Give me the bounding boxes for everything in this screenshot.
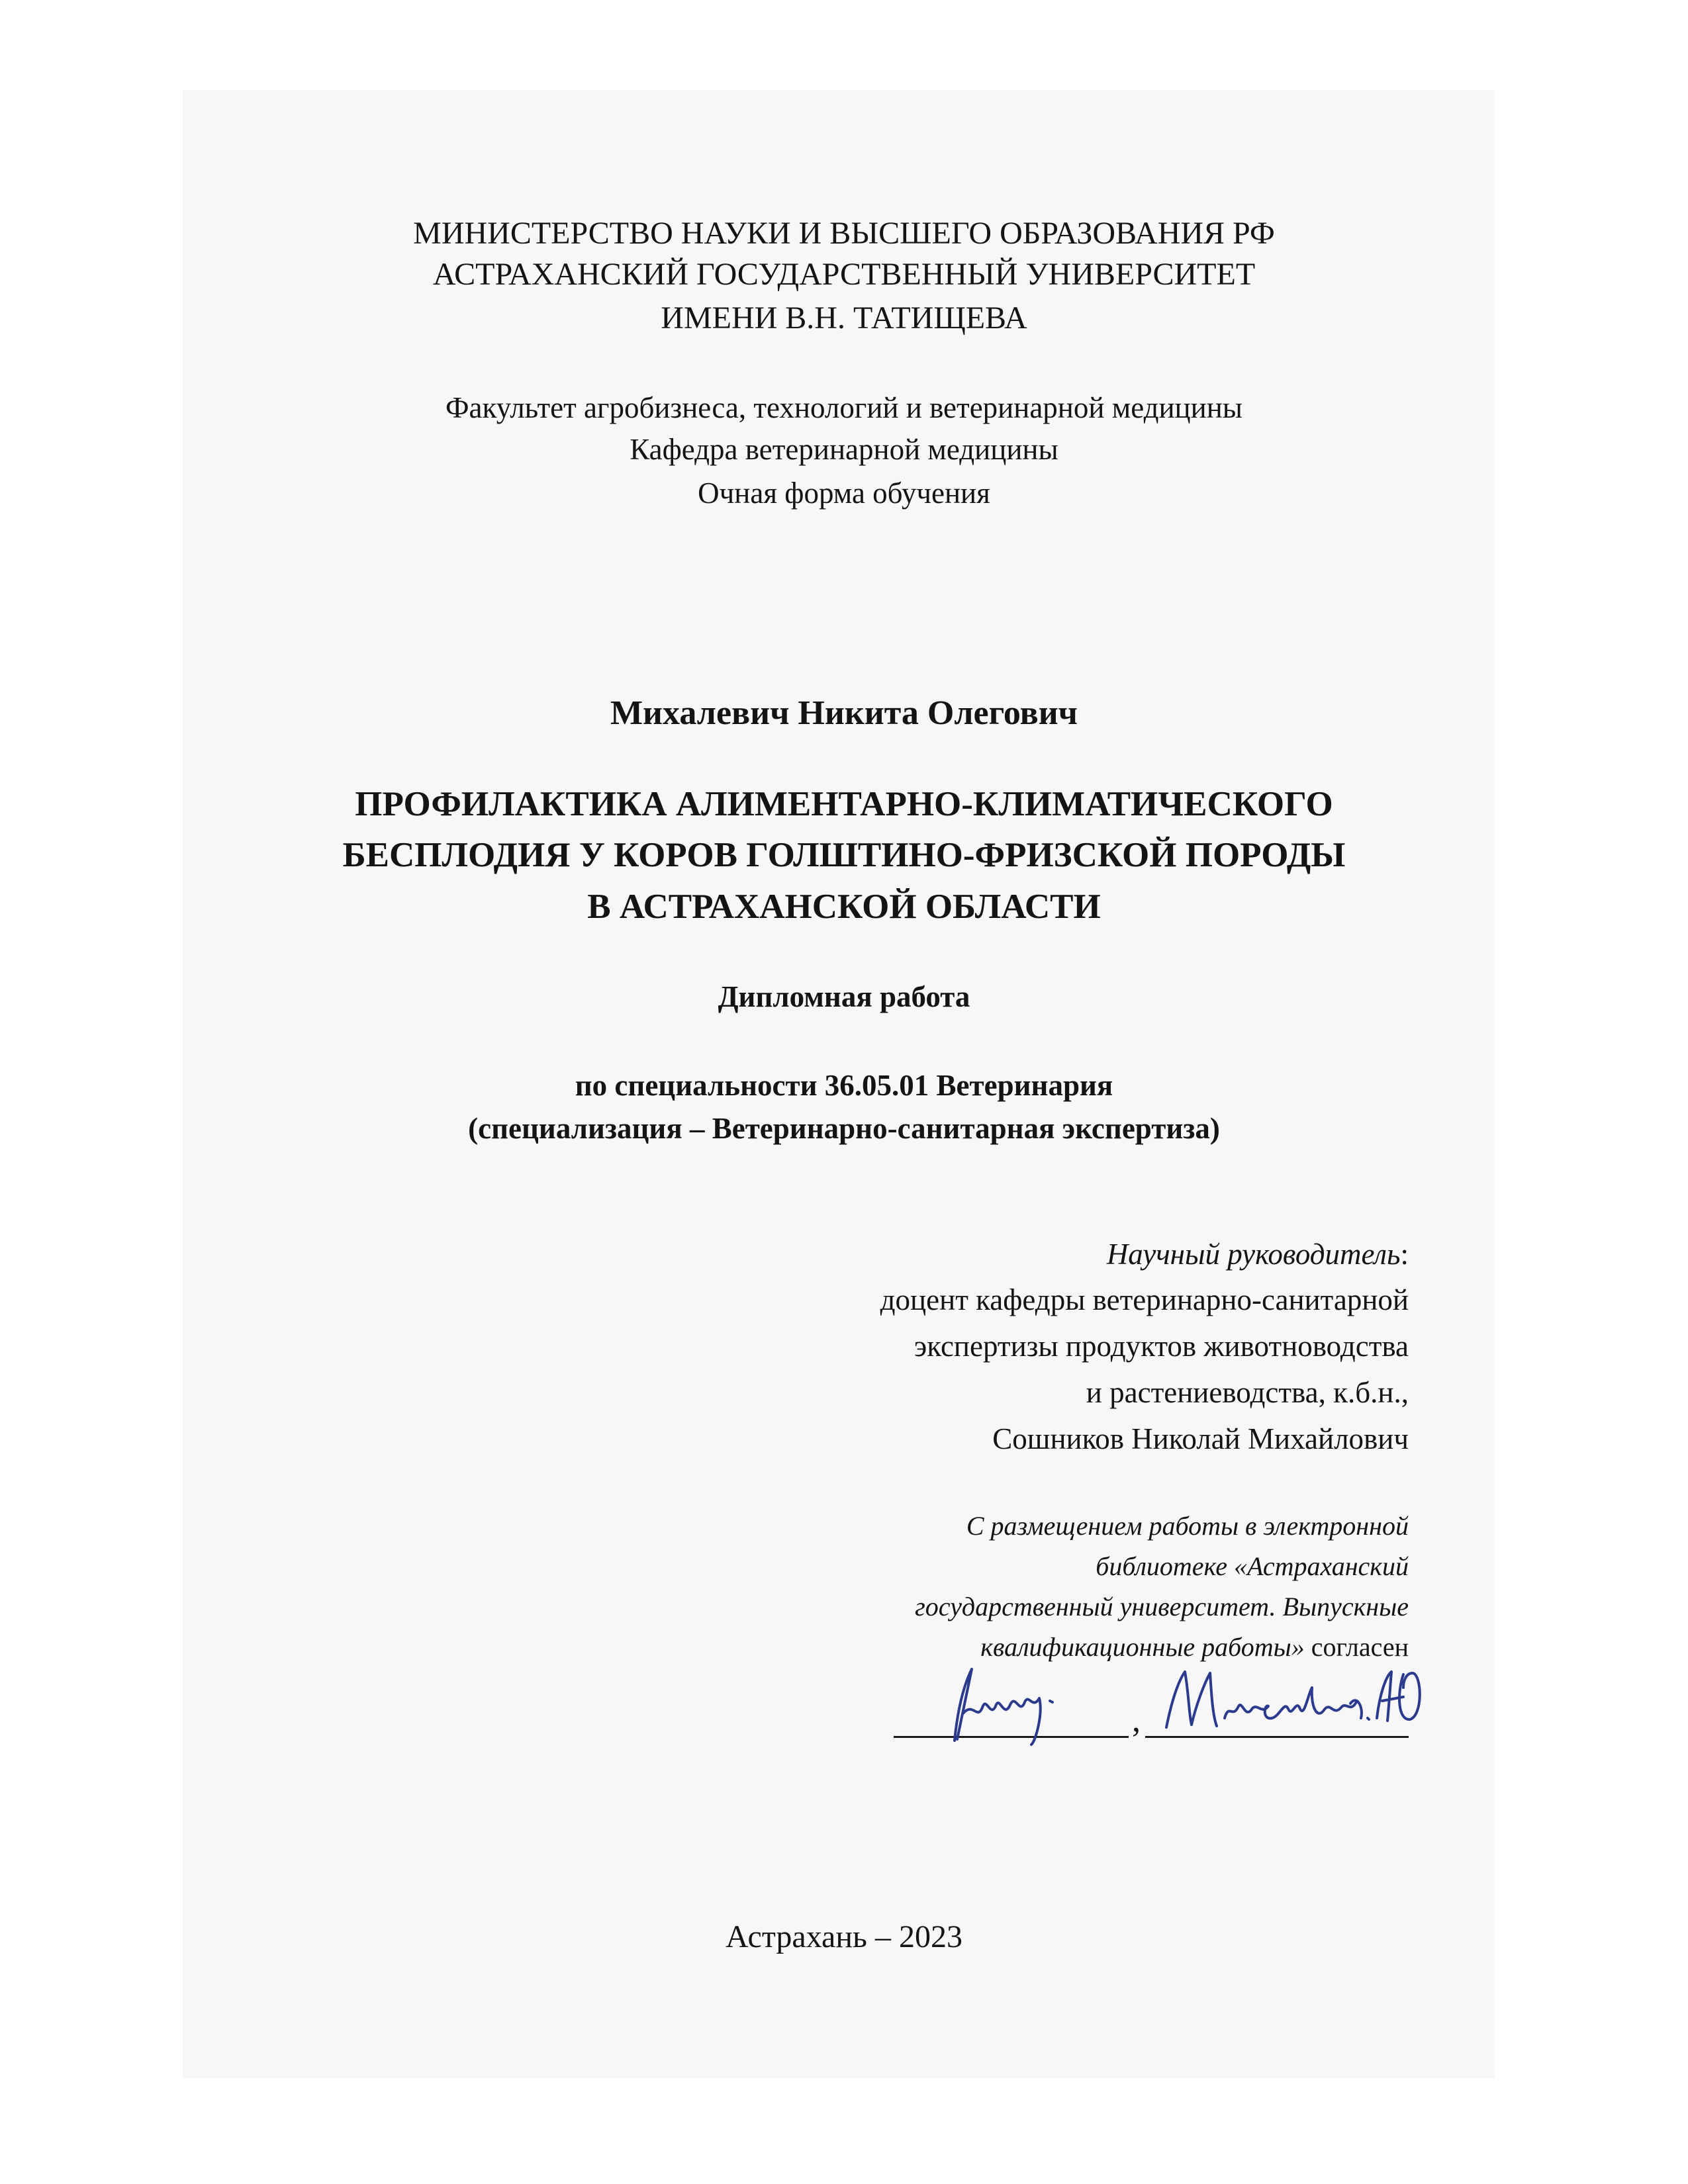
city-year: Астрахань – 2023	[726, 1919, 962, 1954]
specialty-line-2: (специализация – Ветеринарно-санитарная экспертиза)	[468, 1112, 1220, 1145]
supervisor-label-colon: :	[1400, 1238, 1409, 1271]
ministry-heading: МИНИСТЕРСТВО НАУКИ И ВЫСШЕГО ОБРАЗОВАНИЯ РФ	[413, 216, 1275, 251]
signature-block	[894, 1655, 1423, 1747]
specialty-line-1: по специальности 36.05.01 Ветеринария	[575, 1069, 1113, 1102]
signature-separator: ,	[1132, 1702, 1141, 1739]
consent-line-3: государственный университет. Выпускные	[915, 1592, 1409, 1621]
author-name: Михалевич Никита Олегович	[610, 694, 1078, 732]
thesis-title-line-3: В АСТРАХАНСКОЙ ОБЛАСТИ	[587, 887, 1101, 926]
supervisor-position-line-3: и растениеводства, к.б.н.,	[1086, 1376, 1409, 1409]
consent-line-4-upright: согласен	[1304, 1632, 1409, 1662]
thesis-title-line-2: БЕСПЛОДИЯ У КОРОВ ГОЛШТИНО-ФРИЗСКОЙ ПОРОДЫ	[342, 836, 1346, 874]
supervisor-label-text: Научный руководитель	[1106, 1238, 1401, 1271]
work-type: Дипломная работа	[718, 980, 970, 1013]
faculty-name: Факультет агробизнеса, технологий и ветеринарной медицины	[445, 391, 1243, 424]
handwritten-name	[1166, 1672, 1420, 1727]
handwritten-signature	[894, 1655, 1423, 1747]
consent-line-1: С размещением работы в электронной	[966, 1511, 1409, 1541]
supervisor-label	[1107, 1240, 1409, 1269]
study-form: Очная форма обучения	[698, 477, 990, 510]
department-name: Кафедра ветеринарной медицины	[630, 433, 1058, 466]
supervisor-position-line-2: экспертизы продуктов животноводства	[914, 1330, 1409, 1363]
consent-line-2: библиотеке «Астраханский	[1096, 1551, 1409, 1581]
university-heading: АСТРАХАНСКИЙ ГОСУДАРСТВЕННЫЙ УНИВЕРСИТЕТ	[432, 257, 1256, 292]
university-named-after: ИМЕНИ В.Н. ТАТИЩЕВА	[661, 300, 1027, 336]
signature-scribble	[955, 1669, 1053, 1745]
supervisor-position-line-1: доцент кафедры ветеринарно-санитарной	[880, 1283, 1409, 1316]
supervisor-name: Сошников Николай Михайлович	[992, 1422, 1409, 1455]
consent-line-4-italic: квалификационные работы»	[980, 1632, 1305, 1662]
thesis-title-line-1: ПРОФИЛАКТИКА АЛИМЕНТАРНО-КЛИМАТИЧЕСКОГО	[355, 785, 1333, 823]
